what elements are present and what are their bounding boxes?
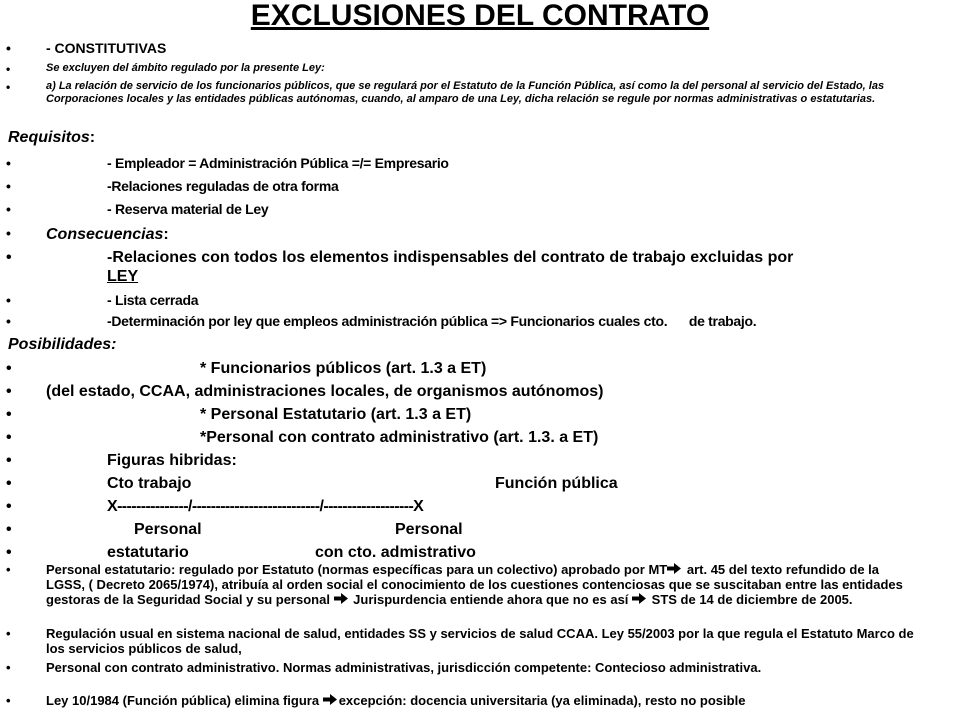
note-3: Personal con contrato administrativo. Normas administrativas, jurisdicción competente: Contecioso administrativa.	[46, 660, 762, 675]
right-arrow-icon	[323, 693, 339, 708]
consecuencia-3: -Determinación por ley que empleos administración pública => Funcionarios cuales cto. de trabajo.	[107, 313, 757, 329]
estatutario-label: estatutario	[107, 544, 189, 561]
note-1-part-1: Personal estatutario: regulado por Estatuto (normas específicas para un colectivo) aprobado por MT	[46, 562, 668, 577]
bullet: •	[6, 249, 12, 266]
note-4-part-2: excepción: docencia universitaria (ya eliminada), resto no posible	[338, 693, 746, 708]
right-arrow-icon	[334, 592, 350, 607]
posibilidades-heading: Posibilidades:	[8, 336, 117, 353]
bullet: •	[6, 498, 12, 515]
bullet: •	[6, 383, 12, 400]
consecuencia-2: - Lista cerrada	[107, 292, 199, 308]
bullet: •	[6, 660, 11, 675]
exclusion-text: a) La relación de servicio de los funcionarios públicos, que se regulará por el Estatuto de la Función Pública, así como la del personal al servicio del Estado, las Corporaciones locales y las entidades públicas autónomas, cuando, al amparo de una Ley, dicha relación se regule por normas administrativas o estatutarias.	[46, 80, 885, 105]
bullet: •	[6, 40, 11, 56]
posibilidad-3: * Personal Estatutario (art. 1.3 a ET)	[200, 406, 472, 423]
requisito-1: - Empleador = Administración Pública =/= Empresario	[107, 155, 449, 171]
bullet: •	[6, 292, 11, 308]
spectrum-line: X---------------/---------------------------/-------------------X	[107, 498, 424, 515]
bullet: •	[6, 178, 11, 194]
bullet: •	[6, 313, 11, 329]
figuras-hibridas: Figuras hibridas:	[107, 452, 237, 469]
personal-right: Personal	[395, 521, 463, 538]
bullet: •	[6, 693, 11, 708]
requisitos-heading: Requisitos	[8, 129, 90, 146]
bullet: •	[6, 406, 12, 423]
bullet: •	[6, 544, 12, 561]
page-title: EXCLUSIONES DEL CONTRATO	[250, 0, 710, 32]
bullet: •	[6, 475, 12, 492]
bullet: •	[6, 562, 11, 577]
cto-trabajo-label: Cto trabajo	[107, 475, 192, 492]
colon: :	[89, 129, 96, 146]
funcion-publica-label: Función pública	[495, 475, 618, 492]
note-1-part-4: STS de 14 de diciembre de 2005.	[648, 592, 853, 607]
note-4-part-1: Ley 10/1984 (Función pública) elimina figura	[46, 693, 323, 708]
bullet: •	[6, 429, 12, 446]
consecuencias-heading: Consecuencias	[46, 226, 164, 243]
bullet: •	[6, 452, 12, 469]
bullet: •	[6, 360, 12, 377]
ley-emphasis: LEY	[107, 268, 139, 285]
posibilidad-4: *Personal con contrato administrativo (art. 1.3. a ET)	[200, 429, 599, 446]
bullet: •	[6, 521, 12, 538]
cto-administrativo-label: con cto. admistrativo	[315, 544, 476, 561]
right-arrow-icon	[632, 592, 648, 607]
bullet: •	[6, 626, 11, 641]
colon: :	[163, 226, 169, 243]
bullet: •	[6, 201, 11, 217]
bullet: •	[6, 225, 11, 241]
note-1-part-3: Jurispurdencia entiende ahora que no es así	[349, 592, 633, 607]
posibilidad-1: * Funcionarios públicos (art. 1.3 a ET)	[200, 360, 487, 377]
constitutivas-label: - CONSTITUTIVAS	[46, 40, 167, 56]
right-arrow-icon	[667, 562, 683, 577]
note-2: Regulación usual en sistema nacional de salud, entidades SS y servicios de salud CCAA. Ley 55/2003 por la que regula el Estatuto Marco de los servicios públicos de salud,	[46, 626, 914, 656]
personal-left: Personal	[134, 521, 202, 538]
consecuencia-1: -Relaciones con todos los elementos indispensables del contrato de trabajo excluidas por	[107, 249, 794, 266]
bullet: •	[6, 62, 11, 76]
requisito-2: -Relaciones reguladas de otra forma	[107, 178, 339, 194]
bullet: •	[6, 80, 11, 94]
requisito-3: - Reserva material de Ley	[107, 201, 269, 217]
posibilidad-2: (del estado, CCAA, administraciones locales, de organismos autónomos)	[46, 383, 604, 400]
exclusion-intro: Se excluyen del ámbito regulado por la presente Ley:	[46, 62, 325, 74]
note-1-part-2: art. 45 del texto refundido de la LGSS, ( Decreto 2065/1974), atribuía al orden social el conocimiento de los cuestiones contenciosas que se suscitaban entre las entidades gestoras de la Seguridad Social y su personal	[46, 562, 903, 607]
bullet: •	[6, 155, 11, 171]
